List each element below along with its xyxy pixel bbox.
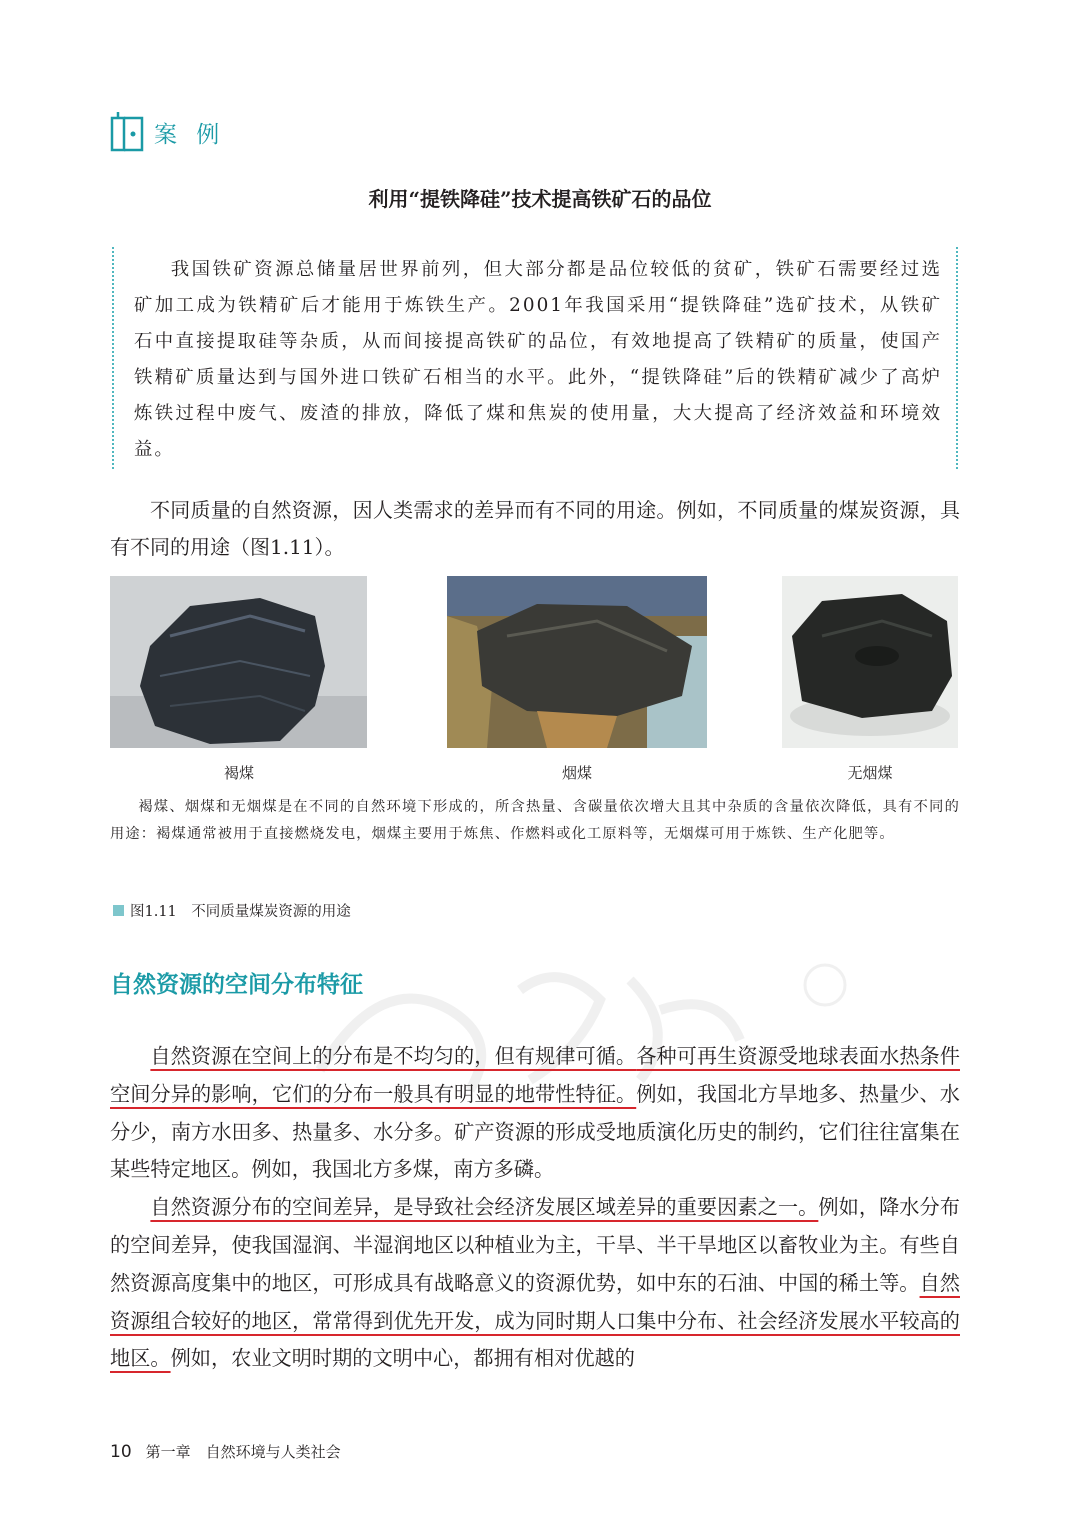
caption-anthracite: 无烟煤 (847, 764, 893, 782)
chapter-title: 第一章 自然环境与人类社会 (145, 1443, 341, 1461)
page-footer (110, 1441, 341, 1462)
caption-bituminous: 烟煤 (561, 764, 592, 782)
case-title: 利用“提铁降硅”技术提高铁矿石的品位 (368, 187, 712, 211)
paragraph-text: 例如，农业文明时期的文明中心，都拥有相对优越的 (170, 1346, 635, 1371)
highlighted-text: 自然资源在空间上的分布是不均匀的，但有规律可循。 (150, 1044, 637, 1068)
lignite-photo (110, 576, 367, 748)
figure-label-text: 图1.11 不同质量煤炭资源的用途 (130, 904, 351, 920)
highlighted-text: 自然资源组合较好的地区，常常得到优先开发，成为同时期人口集中分布、社会经济发展水平较高的地区。 (110, 1270, 960, 1371)
section-body (110, 1038, 960, 1378)
section-paragraph-1 (110, 1038, 960, 1189)
paragraph-text: 例如，我国北方旱地多、热量少、水分少，南方水田多、热量多、水分多。矿产资源的形成受地质演化历史的制约，它们往往富集在某些特定地区。例如，我国北方多煤，南方多磷。 (110, 1081, 960, 1182)
case-label: 案 例 (154, 121, 226, 148)
case-book-icon (108, 110, 146, 154)
caption-lignite: 褐煤 (223, 764, 254, 782)
figure-label (113, 900, 351, 921)
section-paragraph-2 (110, 1189, 960, 1378)
highlighted-text: 自然资源分布的空间差异，是导致社会经济发展区域差异的重要因素之一。 (150, 1195, 819, 1220)
paragraph-text: 例如，降水分布的空间差异，使我国湿润、半湿润地区以种植业为主，干旱、半干旱地区以畜牧业为主。有些自然资源高度集中的地区，可形成具有战略意义的资源优势，如中东的石油、中国的稀土等。 (110, 1195, 960, 1295)
highlighted-text: 各种可再生资源受地球表面水热条件空间分异的影响，它们的分布一般具有明显的地带性特征。 (110, 1044, 960, 1106)
page-number: 10 (110, 1442, 132, 1462)
intro-paragraph: 不同质量的自然资源，因人类需求的差异而有不同的用途。例如，不同质量的煤炭资源，具有不同的用途（图1.11）。 (110, 498, 960, 559)
figure-note: 褐煤、烟煤和无烟煤是在不同的自然环境下形成的，所含热量、含碳量依次增大且其中杂质的含量依次降低，具有不同的用途：褐煤通常被用于直接燃烧发电，烟煤主要用于炼焦、作燃料或化工原料等，无烟煤可用于炼铁、生产化肥等。 (110, 799, 960, 842)
anthracite-photo (782, 576, 958, 748)
bituminous-coal-photo (447, 576, 707, 748)
section-title: 自然资源的空间分布特征 (110, 972, 363, 998)
case-text: 我国铁矿资源总储量居世界前列，但大部分都是品位较低的贫矿，铁矿石需要经过选矿加工成为铁精矿后才能用于炼铁生产。2001年我国采用“提铁降硅”选矿技术，从铁矿石中直接提取硅等杂质，从而间接提高铁矿的品位，有效地提高了铁精矿的质量，使国产铁精矿质量达到与国外进口铁矿石相当的水平。此外，“提铁降硅”后的铁精矿减少了高炉炼铁过程中废气、废渣的排放，降低了煤和焦炭的使用量，大大提高了经济效益和环境效益。 (134, 259, 942, 460)
figure-marker-icon (113, 905, 124, 916)
case-header (108, 110, 225, 154)
